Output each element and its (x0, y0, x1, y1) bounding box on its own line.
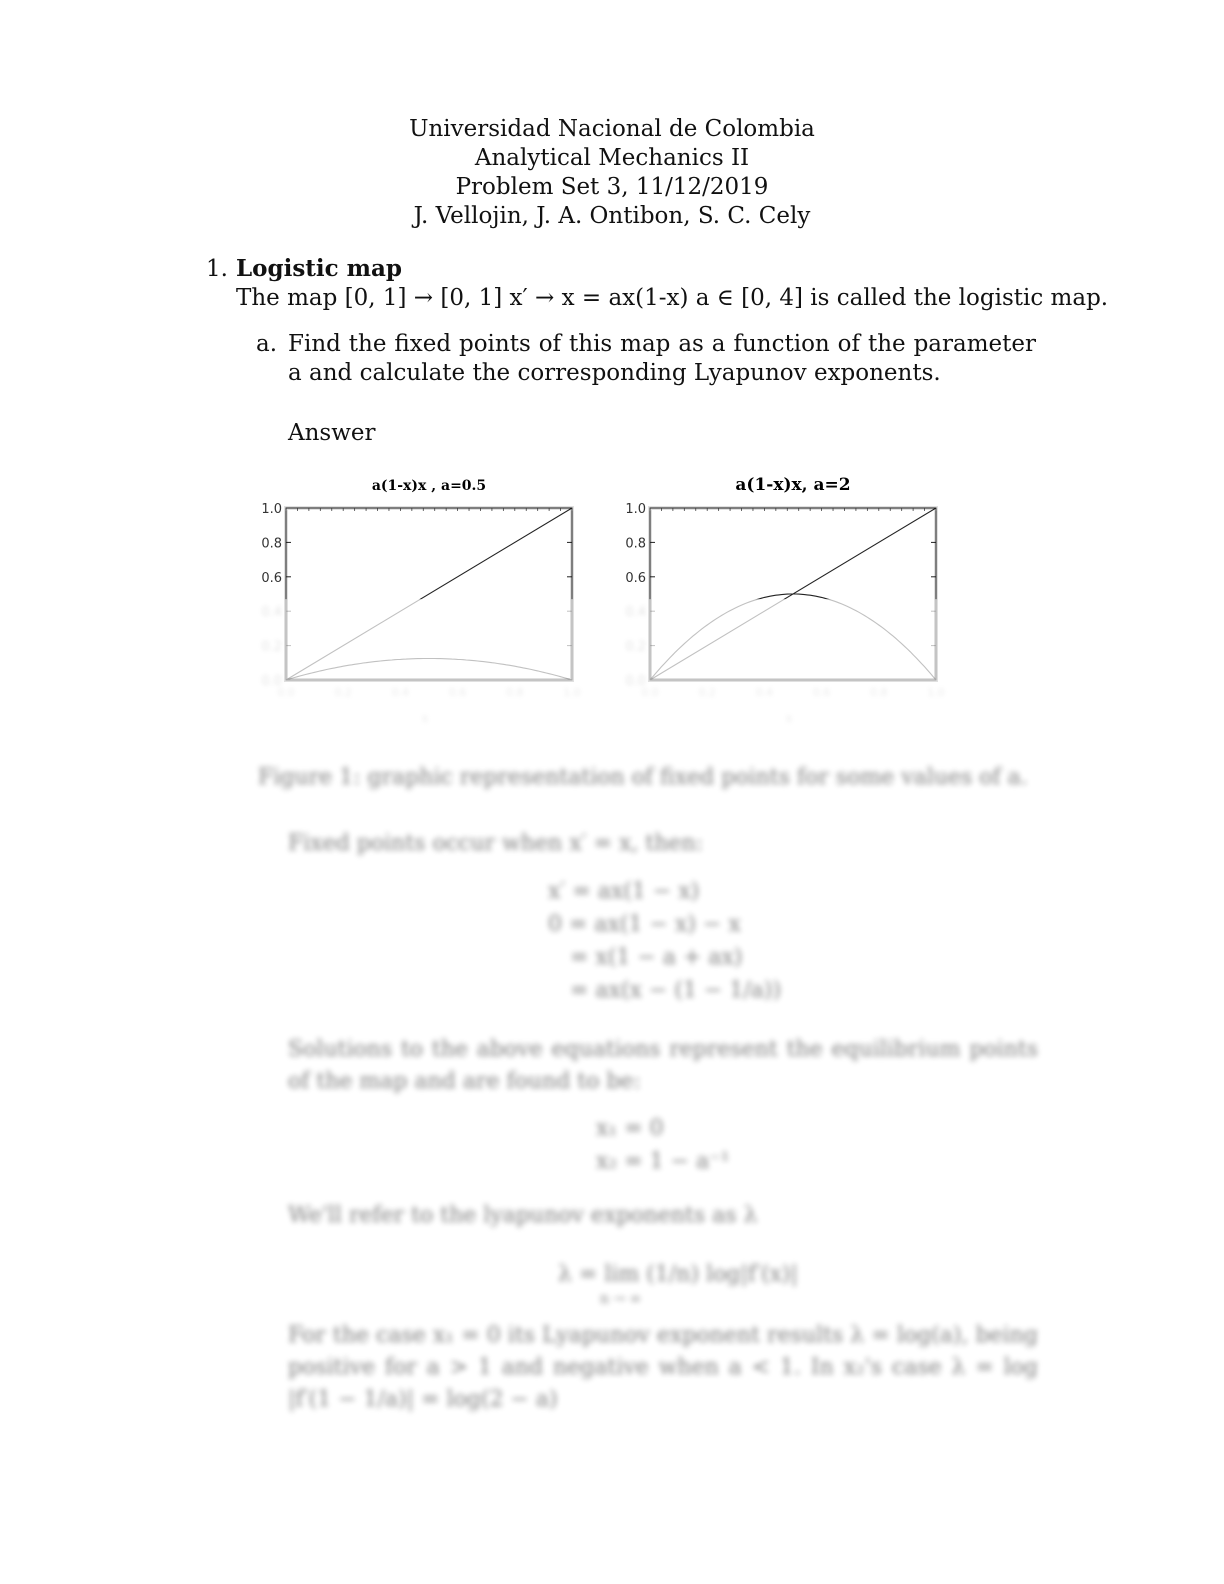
eq3-line: λ = lim (1/n) log|f′(x)| (558, 1262, 798, 1287)
plot-a-2 (614, 472, 959, 732)
part-a (256, 330, 1036, 388)
equation-block-3 (558, 1258, 798, 1307)
paragraph-solutions: Solutions to the above equations represent the equilibrium points of the map and are found to be: (288, 1037, 1038, 1094)
y-tick-label: 0.6 (261, 570, 282, 586)
plot-title: a(1-x)x, a=2 (735, 475, 851, 495)
paragraph-fixed-points: Fixed points occur when x′ = x, then: (288, 831, 704, 856)
plot-a-0-5 (250, 472, 595, 732)
degraded-region-overlay (250, 599, 595, 732)
problem-number: 1. (206, 256, 228, 282)
document-header (0, 115, 1224, 231)
paragraph-cases: For the case x₁ = 0 its Lyapunov exponent results λ = log(a), being positive for a > 1 and negative when a < 1. In x₂'s case λ = log |f′(1 − 1/a)| = log(2 − a) (288, 1323, 1038, 1412)
plot-a-2-svg (614, 472, 959, 732)
university-name: Universidad Nacional de Colombia (409, 116, 815, 142)
plot-title: a(1-x)x , a=0.5 (371, 478, 487, 494)
eq1-line-1: x′ = ax(1 − x) (548, 879, 700, 904)
eq2-line-1: x₁ = 0 (596, 1116, 664, 1141)
y-tick-label: 1.0 (625, 502, 646, 517)
problem-set-title: Problem Set 3, 11/12/2019 (455, 174, 769, 200)
eq1-line-4: = ax(x − (1 − 1/a)) (570, 978, 782, 1003)
part-a-text: Find the fixed points of this map as a function of the parameter a and calculate the corresponding Lyapunov exponents. (288, 331, 1036, 386)
problem-intro: The map [0, 1] → [0, 1] x′ → x = ax(1-x) a ∈ [0, 4] is called the logistic map. (236, 285, 1109, 311)
eq2-line-2: x₂ = 1 − a⁻¹ (596, 1149, 730, 1174)
degraded-region-overlay (614, 599, 959, 732)
eq3-subscript: n → ∞ (600, 1291, 642, 1307)
course-name: Analytical Mechanics II (474, 145, 750, 171)
authors: J. Vellojin, J. A. Ontibon, S. C. Cely (413, 203, 811, 229)
eq1-line-3: = x(1 − a + ax) (570, 945, 743, 970)
answer-label: Answer (288, 420, 376, 446)
paragraph-lyapunov: We'll refer to the lyapunov exponents as λ (288, 1203, 758, 1228)
figure-caption: Figure 1: graphic representation of fixed points for some values of a. (258, 765, 1028, 790)
y-tick-label: 0.8 (625, 536, 646, 552)
equation-block-1 (548, 875, 781, 1007)
y-tick-label: 0.8 (261, 536, 282, 552)
problem-title: Logistic map (236, 255, 402, 282)
plot-a-0-5-svg (250, 472, 595, 732)
part-a-label: a. (256, 331, 278, 357)
equation-block-2 (596, 1112, 730, 1178)
y-tick-label: 0.6 (625, 570, 646, 586)
problem-1 (206, 254, 1109, 313)
eq1-line-2: 0 = ax(1 − x) − x (548, 912, 741, 937)
y-tick-label: 1.0 (261, 502, 282, 517)
